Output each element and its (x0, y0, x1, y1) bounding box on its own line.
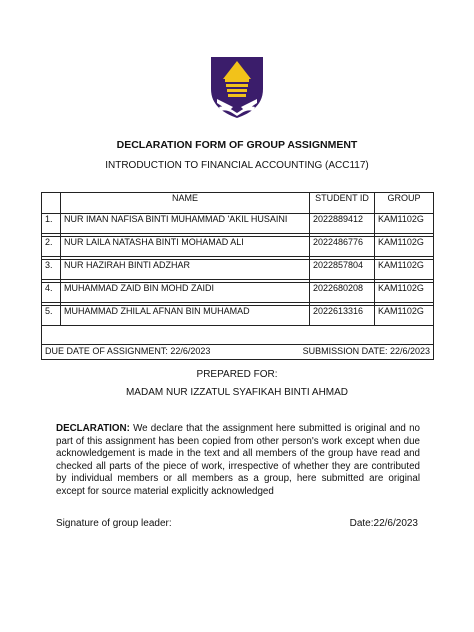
signature-label: Signature of group leader: (56, 518, 172, 529)
number-header (42, 193, 61, 214)
lecturer-name: MADAM NUR IZZATUL SYAFIKAH BINTI AHMAD (125, 387, 349, 398)
member-group: KAM1102G (375, 306, 434, 326)
member-name: NUR HAZIRAH BINTI ADZHAR (61, 260, 310, 280)
name-header: NAME (61, 193, 310, 214)
row-number: 3. (42, 260, 61, 280)
member-student-id: 2022486776 (310, 237, 375, 257)
member-name: MUHAMMAD ZHILAL AFNAN BIN MUHAMAD (61, 306, 310, 326)
submission-date: SUBMISSION DATE: 22/6/2023 (302, 346, 430, 356)
group-members-table (41, 192, 434, 360)
member-group: KAM1102G (375, 237, 434, 257)
prepared-for-label: PREPARED FOR: (196, 369, 278, 380)
row-number: 4. (42, 283, 61, 303)
course-title: INTRODUCTION TO FINANCIAL ACCOUNTING (ACC117) (105, 160, 369, 171)
declaration-label: DECLARATION: (56, 423, 130, 434)
member-group: KAM1102G (375, 283, 434, 303)
table-row (42, 283, 434, 303)
member-name: NUR IMAN NAFISA BINTI MUHAMMAD 'AKIL HUSAINI (61, 214, 310, 234)
signature-date: Date:22/6/2023 (349, 518, 418, 529)
member-student-id: 2022613316 (310, 306, 375, 326)
table-row (42, 214, 434, 234)
table-row (42, 306, 434, 326)
group-header: GROUP (375, 193, 434, 214)
declaration-text: We declare that the assignment here submitted is original and no part of this assignment has been copied from other person's work except when due acknowledgement is made in the text and all members of the group have read and checked all parts of the piece of work, irrespective of whether they are contributed by individual members or all members as a group, here submitted are original except for source material explicitly acknowledged (56, 423, 420, 497)
dates-row (42, 345, 434, 360)
due-date: DUE DATE OF ASSIGNMENT: 22/6/2023 (45, 346, 211, 356)
declaration-paragraph (56, 423, 420, 499)
member-student-id: 2022680208 (310, 283, 375, 303)
member-group: KAM1102G (375, 214, 434, 234)
student-id-header: STUDENT ID (310, 193, 375, 214)
member-name: NUR LAILA NATASHA BINTI MOHAMAD ALI (61, 237, 310, 257)
form-title: DECLARATION FORM OF GROUP ASSIGNMENT (116, 139, 358, 151)
table-row (42, 237, 434, 257)
member-group: KAM1102G (375, 260, 434, 280)
member-student-id: 2022857804 (310, 260, 375, 280)
member-name: MUHAMMAD ZAID BIN MOHD ZAIDI (61, 283, 310, 303)
row-number: 5. (42, 306, 61, 326)
row-number: 2. (42, 237, 61, 257)
row-number: 1. (42, 214, 61, 234)
university-crest-logo (209, 55, 265, 119)
table-header-row (42, 193, 434, 214)
member-student-id: 2022889412 (310, 214, 375, 234)
table-row (42, 260, 434, 280)
